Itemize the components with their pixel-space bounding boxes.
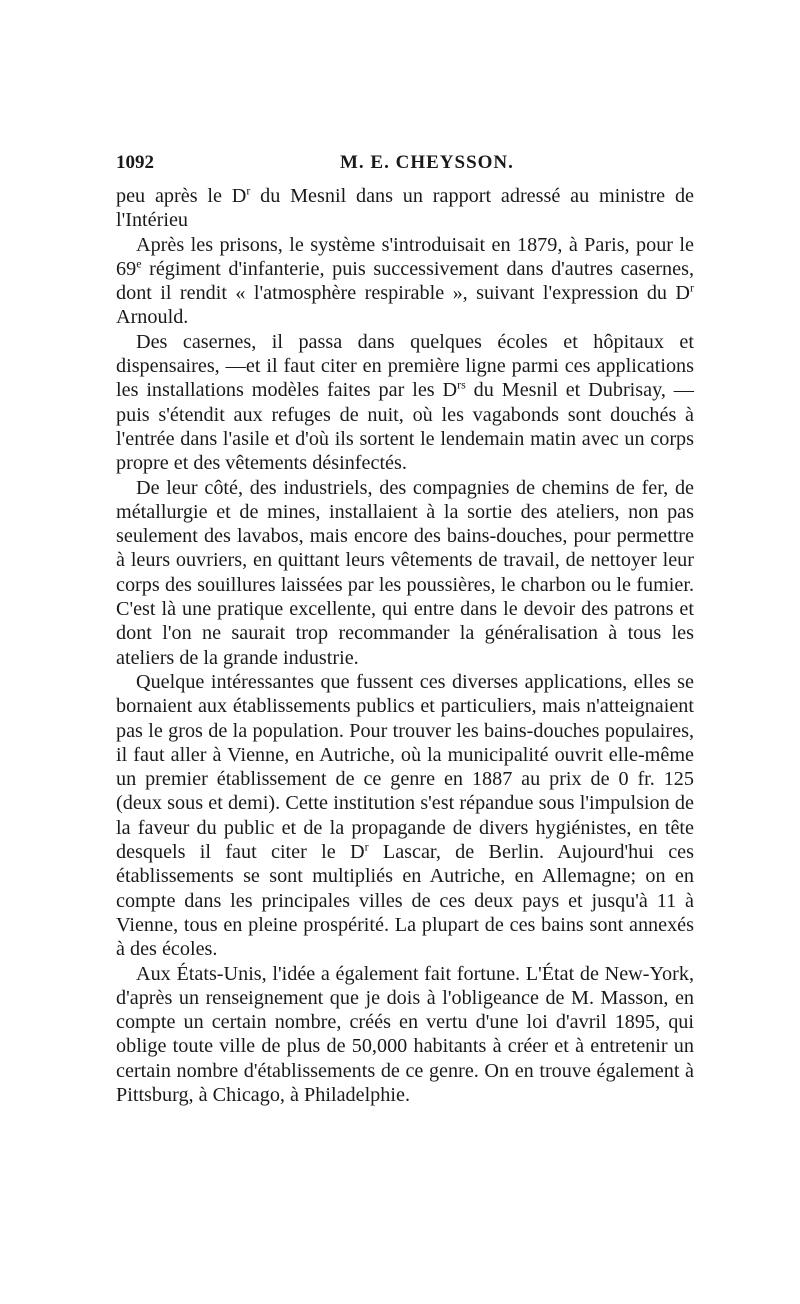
- superscript: r: [690, 280, 694, 295]
- text-run: régiment d'infanterie, puis successivement dans d'autres casernes, dont il rendit « l'atmosphère respirable », suivant l'expression du D: [116, 257, 694, 305]
- text-run: Lascar, de Berlin. Aujourd'hui ces établissements se sont multipliés en Autriche, en Allemagne; on en compte dans les principales villes de ces deux pays et jusqu'à 11 à Vienne, tous en pleine prospérité. La plupart de ces bains sont annexés à des écoles.: [116, 841, 694, 961]
- text-run: Après les prisons, le système s'introduisait en 1879, à Paris, pour le 69: [116, 233, 694, 280]
- page-number: 1092: [116, 152, 154, 173]
- text-run: Arnould.: [116, 306, 189, 329]
- running-title: M. E. CHEYSSON.: [340, 152, 514, 173]
- superscript: r: [364, 839, 369, 854]
- text-run: peu après le D: [116, 185, 247, 207]
- text-run: Aux États-Unis, l'idée a également fait fortune. L'État de New-York, d'après un renseignement que je dois à l'obligeance de M. Masson, en compte un certain nombre, créés en vertu d'une loi d'avril 1895, qui oblige toute ville de plus de 50,000 habitants à créer et à entretenir un certain nombre d'établissements de ce genre. On en trouve également à Pittsburg, à Chicago, à Philadelphie.: [116, 962, 694, 1106]
- paragraph: [116, 233, 694, 330]
- text-run: du Mesnil et Dubrisay, — puis s'étendit aux refuges de nuit, où les vagabonds sont douchés à l'entrée dans l'asile et d'où ils sortent le lendemain matin avec un corps propre et des vêtements désinfectés.: [116, 379, 694, 475]
- paragraph: [116, 670, 694, 962]
- text-run: Des casernes, il passa dans quelques écoles et hôpitaux et dispensaires, —et il faut citer en première ligne parmi ces applications les installations modèles faites par les D: [116, 330, 694, 402]
- superscript: e: [136, 256, 142, 271]
- paragraph: [116, 330, 694, 476]
- paragraph: [116, 184, 694, 233]
- superscript: rs: [457, 377, 466, 392]
- text-run: Quelque intéressantes que fussent ces diverses applications, elles se bornaient aux établissements publics et particuliers, mais n'atteignaient pas le gros de la population. Pour trouver les bains-douches populaires, il faut aller à Vienne, en Autriche, où la municipalité ouvrit elle-même un premier établissement de ce genre en 1887 au prix de 0 fr. 125 (deux sous et demi). Cette institution s'est répandue sous l'impulsion de la faveur du public et de la propagande de divers hygiénistes, en tête desquels il faut citer le D: [116, 670, 694, 864]
- paragraph: [116, 962, 694, 1108]
- paragraph: [116, 476, 694, 670]
- text-run: De leur côté, des industriels, des compagnies de chemins de fer, de métallurgie et de mines, installaient à la sortie des ateliers, non pas seulement des lavabos, mais encore des bains-douches, pour permettre à leurs ouvriers, en quittant leurs vêtements de travail, de nettoyer leur corps des souillures laissées par les poussières, le charbon ou le fumier. C'est là une pratique excellente, qui entre dans le devoir des patrons et dont l'on ne saurait trop recommander la généralisation à tous les ateliers de la grande industrie.: [116, 476, 694, 669]
- text-run: du Mesnil dans un rapport adressé au ministre de l'Intérieu: [116, 185, 694, 232]
- superscript: r: [246, 183, 251, 198]
- running-head: [116, 152, 694, 180]
- body-text: [116, 184, 694, 1107]
